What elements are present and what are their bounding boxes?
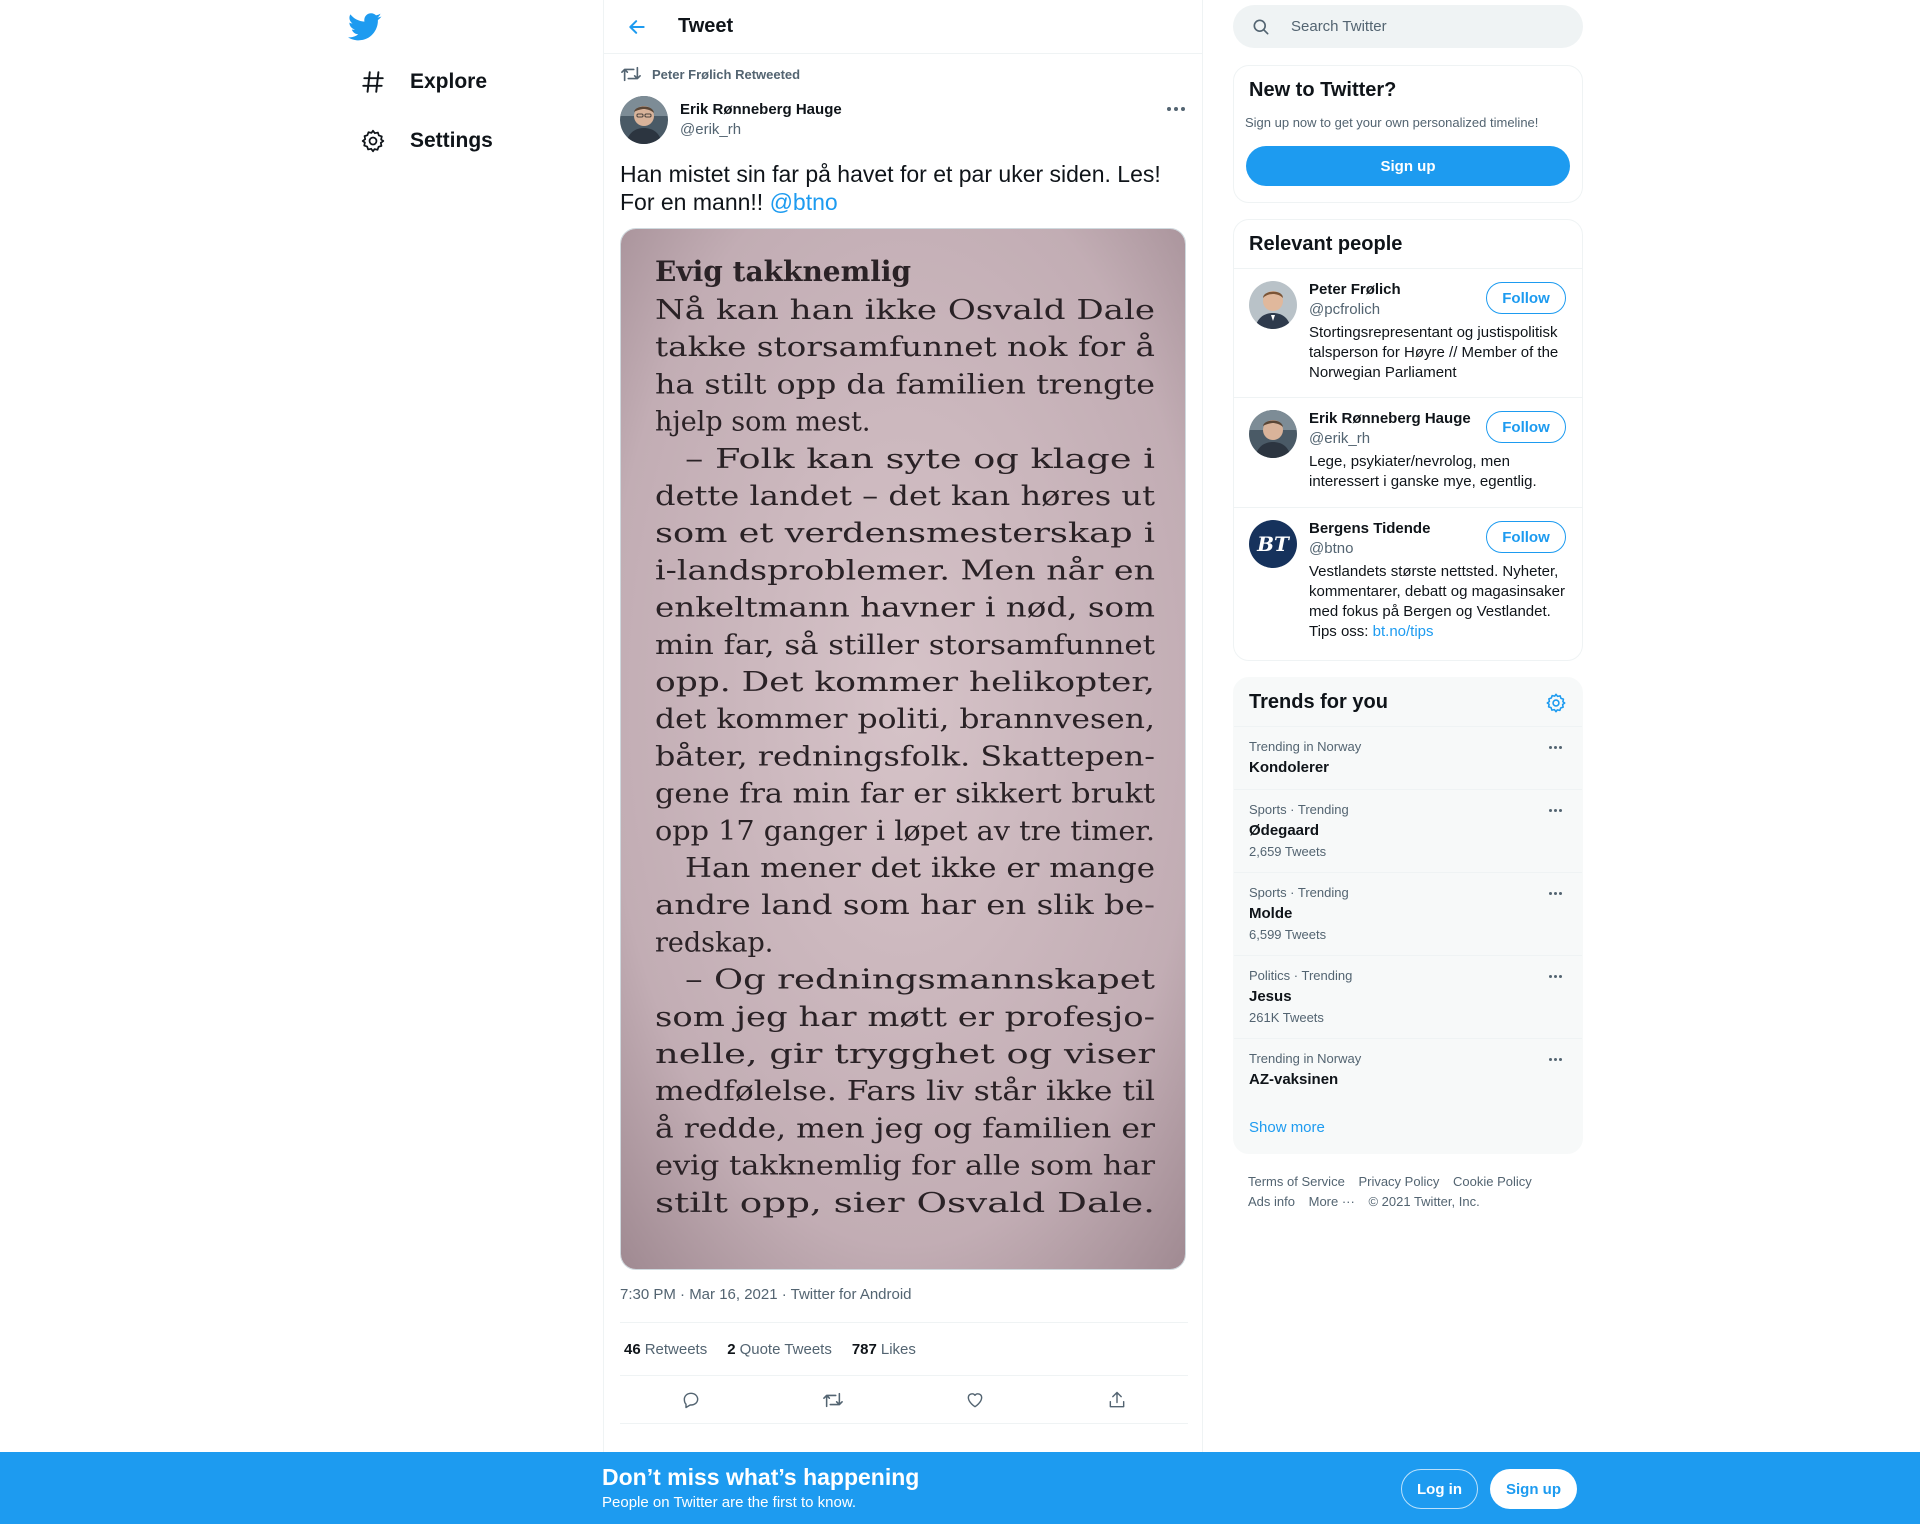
clipping-line: gene fra min far er sikkert brukt [655, 778, 1156, 810]
author-name[interactable]: Erik Rønneberg Hauge [680, 101, 842, 118]
retweet-icon [620, 64, 642, 84]
person-name[interactable]: Peter Frølich [1309, 281, 1401, 298]
footer-links [1248, 1172, 1568, 1212]
tweet-stats [620, 1322, 1188, 1376]
trend-name: Jesus [1249, 988, 1292, 1005]
share-icon[interactable] [1099, 1382, 1135, 1418]
person-handle[interactable]: @btno [1309, 540, 1354, 557]
clipping-line: å redde, men jeg og familien er [655, 1113, 1085, 1145]
trend-item[interactable] [1234, 872, 1582, 955]
new-to-twitter-title: New to Twitter? [1249, 79, 1397, 101]
copyright: © 2021 Twitter, Inc. [1368, 1194, 1480, 1209]
twitter-logo-icon[interactable] [348, 10, 382, 44]
signup-banner [0, 1452, 1920, 1524]
trend-name: AZ-vaksinen [1249, 1071, 1339, 1088]
trend-context: Sports · Trending [1249, 802, 1349, 817]
person-item[interactable] [1234, 397, 1582, 507]
more-icon[interactable] [1544, 968, 1566, 984]
banner-title: Don’t miss what’s happening [602, 1464, 920, 1490]
retweet-icon[interactable] [815, 1382, 851, 1418]
clipping-line: takke storsamfunnet nok for å [655, 332, 1069, 364]
clipping-line: Han mener det ikke er mange [685, 853, 1155, 884]
trend-context: Trending in Norway [1249, 1051, 1362, 1066]
newspaper-clipping [621, 229, 1186, 1270]
nav-settings-label: Settings [410, 129, 493, 152]
trend-context: Sports · Trending [1249, 885, 1349, 900]
follow-button[interactable]: Follow [1486, 282, 1566, 314]
clipping-line: hjelp som mest. [655, 406, 871, 438]
trend-item[interactable] [1234, 726, 1582, 789]
avatar[interactable] [1249, 410, 1297, 458]
clipping-line: stilt opp, sier Osvald Dale. [655, 1187, 1155, 1219]
tweet-actions [620, 1376, 1188, 1424]
show-more-link[interactable]: Show more [1249, 1119, 1325, 1136]
person-bio: Vestlandets største nettsted. Nyheter, kommentarer, debatt og magasinsaker med fokus på Bergen og Vestlandet. Tips oss: bt.no/tips [1309, 563, 1565, 640]
search-icon [1251, 17, 1271, 37]
clipping-line: evig takknemlig for alle som har [655, 1150, 1156, 1182]
clipping-line: Nå kan han ikke Osvald Dale [655, 295, 1052, 326]
trend-name: Kondolerer [1249, 759, 1330, 776]
cookie-link[interactable]: Cookie Policy [1452, 1174, 1532, 1189]
search-input[interactable] [1291, 18, 1551, 35]
person-bio: Lege, psykiater/nevrolog, men interessert i ganske mye, egentlig. [1309, 453, 1537, 490]
likes-stat[interactable]: 787 Likes [851, 1340, 916, 1358]
tweet-meta[interactable]: 7:30 PM · Mar 16, 2021 · Twitter for Android [620, 1286, 912, 1303]
top-bar [604, 0, 1202, 54]
avatar[interactable] [620, 96, 668, 144]
more-icon[interactable] [1544, 739, 1566, 755]
follow-button[interactable]: Follow [1486, 521, 1566, 553]
author-handle[interactable]: @erik_rh [680, 121, 742, 138]
nav-settings[interactable] [350, 113, 501, 169]
privacy-link[interactable]: Privacy Policy [1358, 1174, 1440, 1189]
clipping-line: andre land som har en slik be- [655, 890, 1155, 922]
nav-explore[interactable] [350, 54, 495, 110]
hashtag-icon [358, 67, 388, 97]
clipping-line: som et verdensmesterskap i [655, 518, 1156, 550]
relevant-people-title: Relevant people [1249, 233, 1403, 255]
clipping-line: båter, redningsfolk. Skattepen- [655, 741, 1080, 773]
trend-count: 6,599 Tweets [1249, 927, 1327, 942]
person-bio: Stortingsrepresentant og justispolitisk talsperson for Høyre // Member of the Norwegian Parliament [1309, 324, 1559, 381]
trends-title: Trends for you [1249, 691, 1388, 713]
clipping-line: medfølelse. Fars liv står ikke til [655, 1076, 1087, 1108]
terms-link[interactable]: Terms of Service [1248, 1174, 1345, 1189]
clipping-line: – Folk kan syte og klage i [685, 443, 1156, 475]
trend-name: Ødegaard [1249, 822, 1320, 839]
trend-item[interactable] [1234, 789, 1582, 872]
sign-up-button[interactable]: Sign up [1490, 1469, 1577, 1509]
tweet-author [620, 96, 1188, 144]
clipping-line: enkeltmann havner i nød, som [655, 592, 1155, 624]
trend-context: Politics · Trending [1249, 968, 1353, 983]
avatar[interactable] [1249, 520, 1297, 568]
clipping-line: dette landet – det kan høres ut [655, 481, 1156, 512]
trend-count: 2,659 Tweets [1249, 844, 1327, 859]
person-name[interactable]: Bergens Tidende [1309, 520, 1431, 537]
clipping-line: det kommer politi, brannvesen, [655, 704, 1155, 736]
person-handle[interactable]: @erik_rh [1309, 430, 1371, 447]
mention-link[interactable]: @btno [769, 189, 838, 215]
retweeted-by-text[interactable]: Peter Frølich Retweeted [652, 66, 801, 82]
gear-icon [358, 126, 388, 156]
clipping-line: nelle, gir trygghet og viser [655, 1039, 1156, 1070]
reply-icon[interactable] [673, 1382, 709, 1418]
bt-logo-icon: BT [1257, 532, 1289, 556]
more-link[interactable]: More ··· [1308, 1194, 1355, 1209]
relevant-people-card [1233, 219, 1583, 661]
clipping-line: opp 17 ganger i løpet av tre timer. [655, 815, 1155, 847]
person-handle[interactable]: @pcfrolich [1309, 301, 1381, 318]
back-arrow-icon[interactable] [620, 10, 654, 44]
gear-icon[interactable] [1545, 692, 1567, 714]
trend-context: Trending in Norway [1249, 739, 1362, 754]
clipping-line: redskap. [655, 927, 774, 959]
log-in-button[interactable]: Log in [1401, 1469, 1478, 1509]
follow-button[interactable]: Follow [1486, 411, 1566, 443]
new-to-twitter-subtitle: Sign up now to get your own personalized timeline! [1245, 115, 1539, 130]
quote-tweets-stat[interactable]: 2 Quote Tweets [727, 1340, 832, 1358]
tweet-text-line2: For en mann!! [620, 189, 770, 215]
page-title: Tweet [678, 15, 734, 37]
search-box[interactable] [1233, 5, 1583, 48]
retweet-context [620, 64, 800, 84]
ads-info-link[interactable]: Ads info [1248, 1194, 1295, 1209]
clipping-line: som jeg har møtt er profesjo- [655, 1001, 1155, 1033]
main-column [603, 0, 1203, 1452]
person-item[interactable] [1234, 268, 1582, 397]
avatar[interactable] [1249, 281, 1297, 329]
sign-up-button[interactable]: Sign up [1246, 146, 1570, 186]
clipping-line: i-landsproblemer. Men når en [655, 555, 1061, 587]
clipping-title: Evig takknemlig [655, 255, 912, 288]
more-icon[interactable] [1544, 885, 1566, 901]
clipping-line: min far, så stiller storsamfunnet [655, 629, 1094, 661]
bio-link[interactable]: bt.no/tips [1372, 623, 1434, 640]
nav-explore-label: Explore [410, 70, 488, 93]
more-icon[interactable] [1544, 1051, 1566, 1067]
trends-card [1233, 677, 1583, 1154]
trend-item[interactable] [1234, 1038, 1582, 1101]
more-icon[interactable] [1164, 100, 1188, 118]
like-icon[interactable] [957, 1382, 993, 1418]
trend-item[interactable] [1234, 955, 1582, 1038]
tweet-text-line1: Han mistet sin far på havet for et par uker siden. Les! [620, 161, 1161, 187]
person-item[interactable] [1234, 507, 1582, 661]
clipping-line: – Og redningsmannskapet [685, 964, 1156, 996]
new-to-twitter-card [1233, 65, 1583, 203]
person-name[interactable]: Erik Rønneberg Hauge [1309, 410, 1471, 427]
trend-count: 261K Tweets [1249, 1010, 1324, 1025]
tweet-image[interactable] [620, 228, 1186, 1270]
clipping-line: opp. Det kommer helikopter, [655, 667, 1155, 698]
retweets-stat[interactable]: 46 Retweets [624, 1340, 708, 1358]
more-icon[interactable] [1544, 802, 1566, 818]
tweet-text [620, 160, 1180, 216]
banner-subtitle: People on Twitter are the first to know. [602, 1494, 857, 1511]
trend-name: Molde [1249, 905, 1293, 922]
clipping-line: ha stilt opp da familien trengte [655, 369, 1155, 401]
